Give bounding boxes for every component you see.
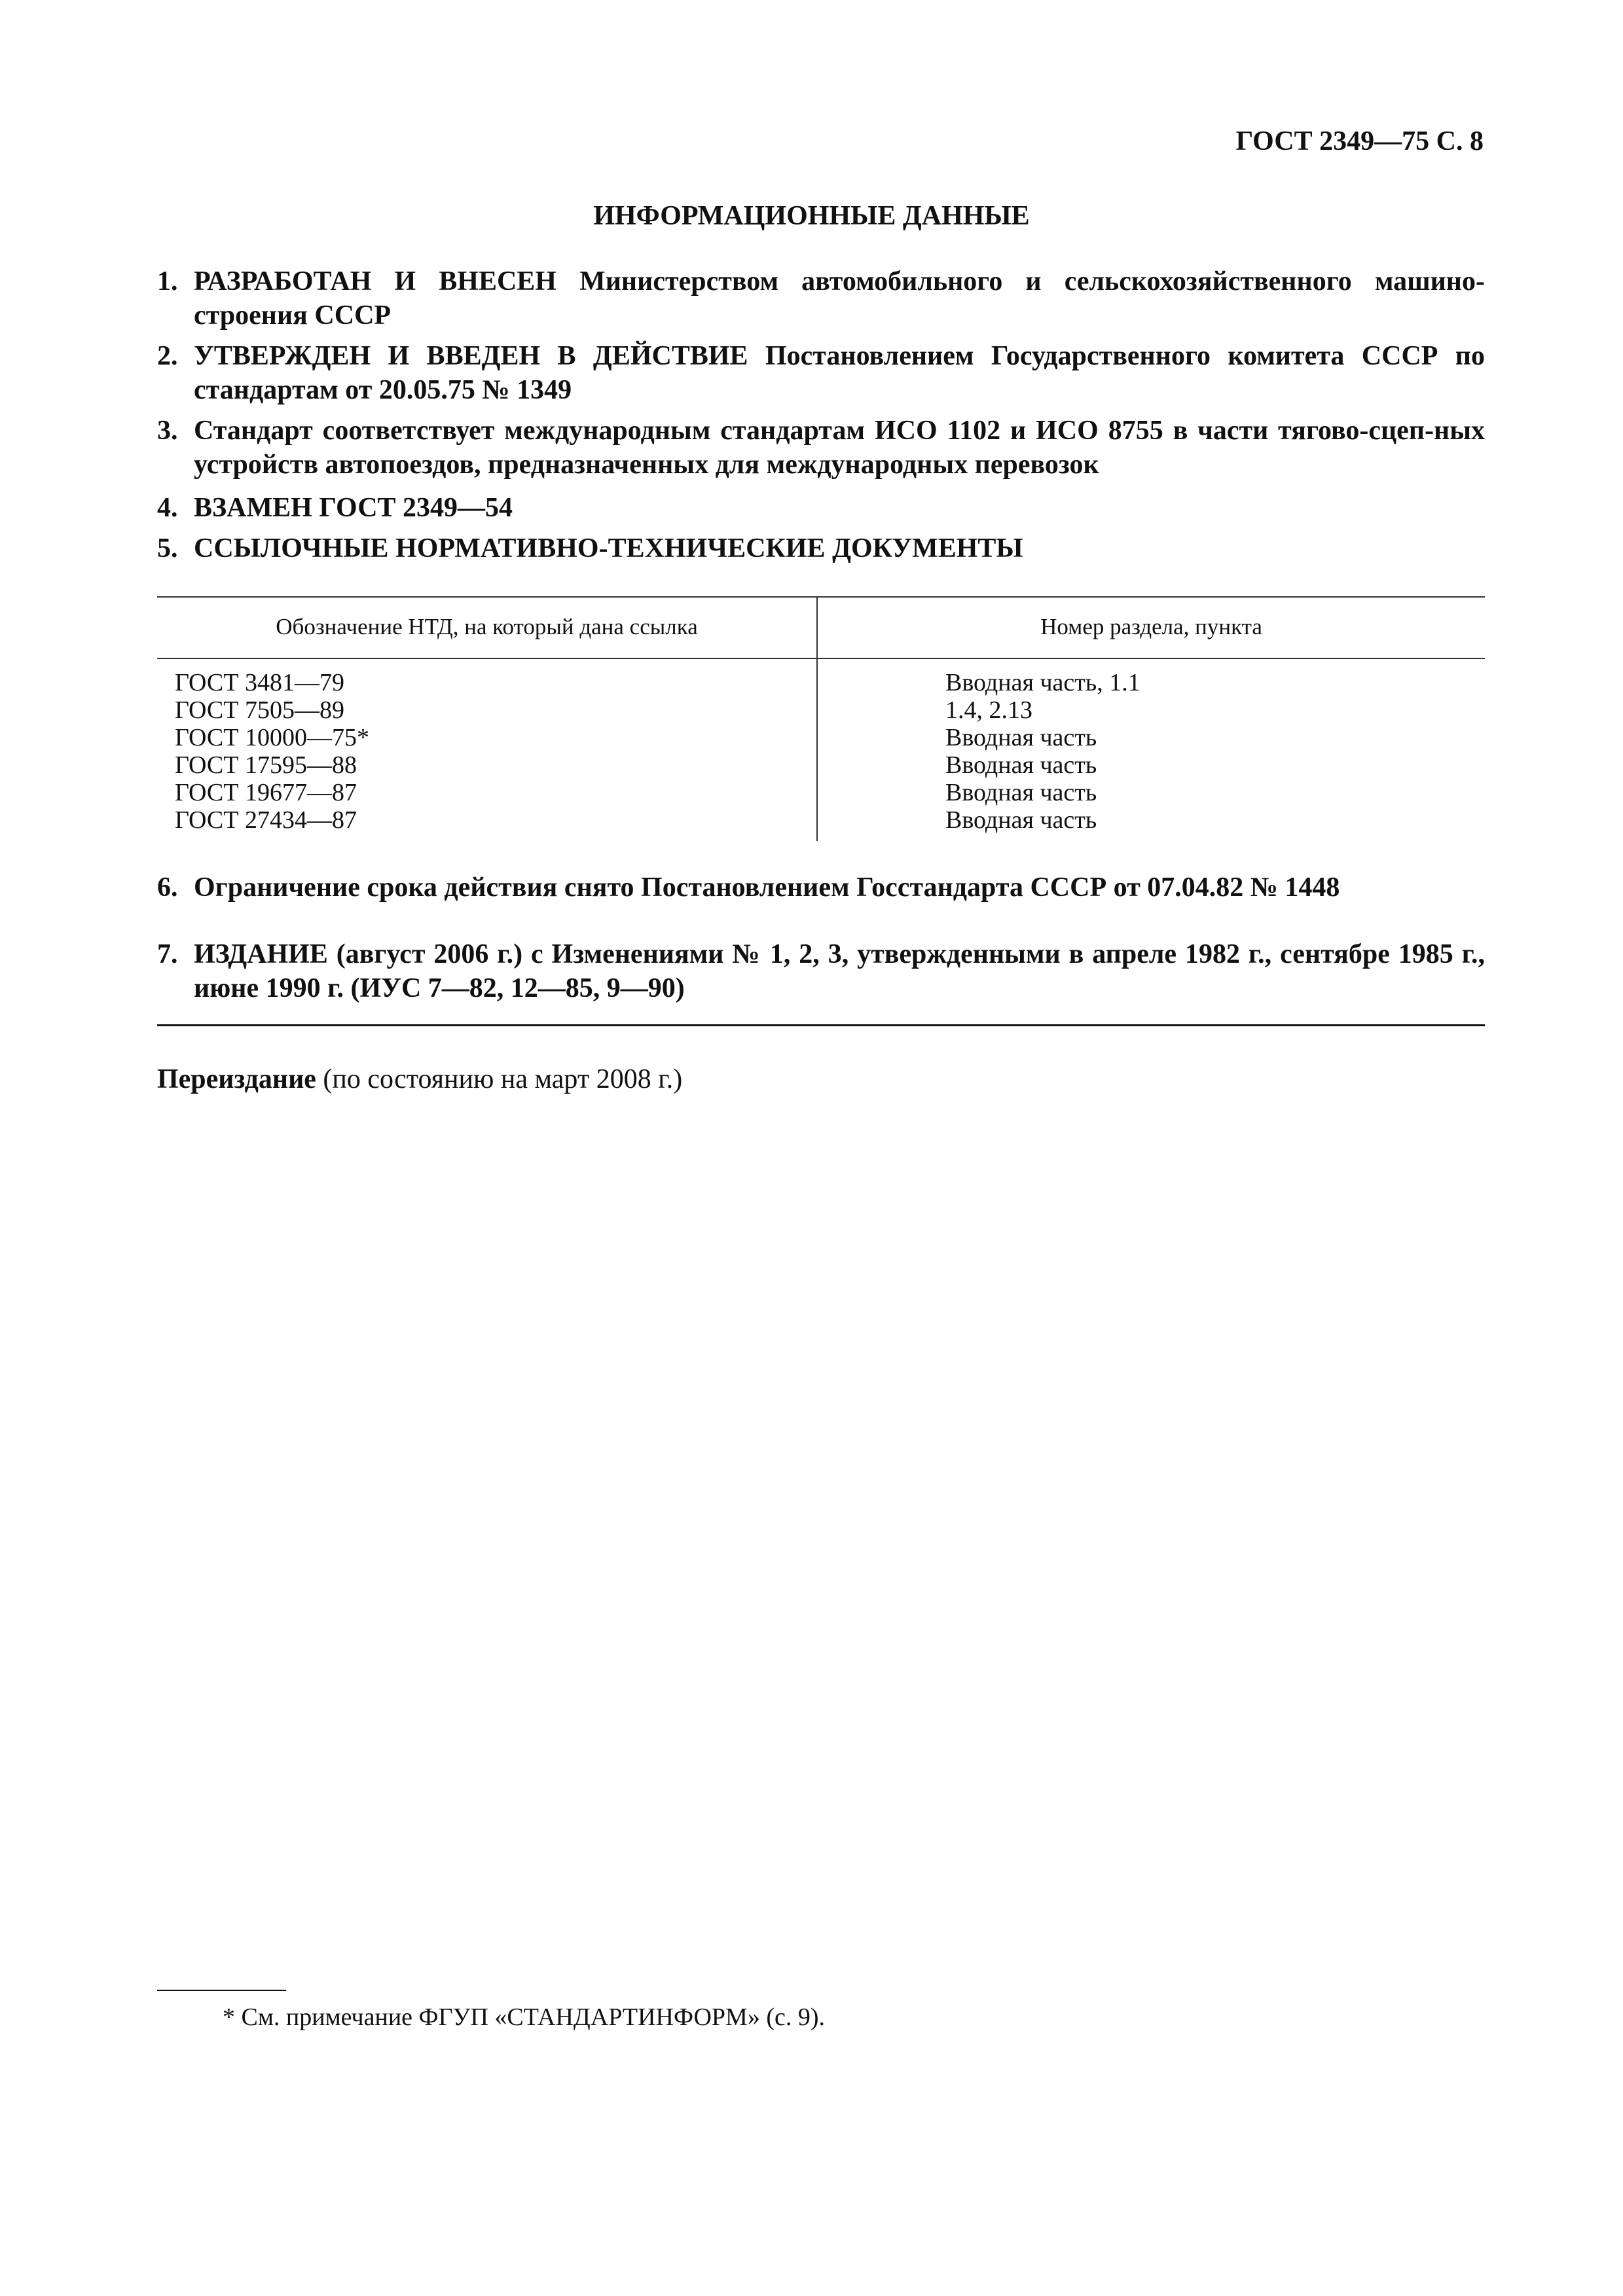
item-text bbox=[194, 531, 1485, 565]
reissue-text: (по состоянию на март 2008 г.) bbox=[323, 1064, 683, 1094]
table-column-designation bbox=[175, 669, 369, 834]
item-text bbox=[194, 937, 1485, 1005]
item-body: Постановлением Государственного комитета СССР по стандартам от 20.05.75 № 1349 bbox=[194, 341, 1485, 405]
reissue-label: Переиздание bbox=[157, 1064, 316, 1094]
info-item-6 bbox=[157, 870, 1485, 905]
info-item-7 bbox=[157, 937, 1485, 1005]
item-number: 4. bbox=[157, 493, 178, 523]
table-cell-designation: ГОСТ 27434—87 bbox=[175, 806, 357, 834]
item-lead: ИЗДАНИЕ bbox=[194, 939, 328, 969]
table-cell-section: Вводная часть bbox=[945, 724, 1097, 751]
item-lead: РАЗРАБОТАН И ВНЕСЕН bbox=[194, 266, 556, 296]
table-cell-designation: ГОСТ 3481—79 bbox=[175, 669, 344, 696]
item-text bbox=[194, 264, 1485, 332]
page-title: ИНФОРМАЦИОННЫЕ ДАННЫЕ bbox=[593, 201, 1030, 231]
item-body: (август 2006 г.) с Изменениями № 1, 2, 3, утвержденными в апреле 1982 г., сентябре 1985 г., июне 1990 г. (ИУС 7—82, 12—85, 9—90) bbox=[194, 939, 1486, 1003]
item-number: 7. bbox=[157, 939, 178, 969]
table-column-section bbox=[945, 669, 1140, 834]
table-cell-designation: ГОСТ 19677—87 bbox=[175, 779, 357, 806]
document-reference-header: ГОСТ 2349—75 С. 8 bbox=[1235, 126, 1484, 156]
item-body: Министерством автомобильного и сельскохозяйственного машино-строения СССР bbox=[194, 266, 1485, 331]
table-header-section: Номер раздела, пункта bbox=[1040, 614, 1262, 639]
table-cell-section: 1.4, 2.13 bbox=[945, 696, 1032, 724]
section-divider bbox=[157, 1024, 1485, 1026]
item-number: 3. bbox=[157, 416, 178, 446]
info-item-2 bbox=[157, 339, 1485, 407]
item-body: Ограничение срока действия снято Постановлением Госстандарта СССР от 07.04.82 № 1448 bbox=[194, 872, 1340, 903]
item-number: 2. bbox=[157, 341, 178, 371]
item-lead: ССЫЛОЧНЫЕ НОРМАТИВНО-ТЕХНИЧЕСКИЕ ДОКУМЕНТЫ bbox=[194, 533, 1023, 564]
item-text bbox=[194, 414, 1485, 482]
table-cell-section: Вводная часть bbox=[945, 779, 1097, 806]
info-item-3 bbox=[157, 414, 1485, 482]
item-lead: ВЗАМЕН ГОСТ 2349—54 bbox=[194, 493, 513, 523]
info-item-5 bbox=[157, 531, 1485, 565]
footnote: * См. примечание ФГУП «СТАНДАРТИНФОРМ» (с. 9). bbox=[223, 2003, 826, 2031]
item-number: 1. bbox=[157, 266, 178, 296]
table-header-designation: Обозначение НТД, на который дана ссылка bbox=[276, 614, 698, 639]
item-text bbox=[194, 339, 1485, 407]
item-lead: УТВЕРЖДЕН И ВВЕДЕН В ДЕЙСТВИЕ bbox=[194, 341, 748, 371]
item-body: Стандарт соответствует международным стандартам ИСО 1102 и ИСО 8755 в части тягово-сцеп-ных устройств автопоездов, предназначенных для международных перевозок bbox=[194, 416, 1485, 480]
table-cell-designation: ГОСТ 17595—88 bbox=[175, 751, 357, 779]
info-item-4 bbox=[157, 491, 1485, 525]
table-cell-section: Вводная часть bbox=[945, 806, 1097, 834]
item-number: 5. bbox=[157, 533, 178, 564]
table-top-border bbox=[157, 596, 1485, 598]
table-cell-section: Вводная часть bbox=[945, 751, 1097, 779]
table-cell-designation: ГОСТ 10000—75* bbox=[175, 724, 369, 751]
info-item-1 bbox=[157, 264, 1485, 332]
table-cell-section: Вводная часть, 1.1 bbox=[945, 669, 1140, 696]
table-header-separator bbox=[157, 658, 1485, 659]
reissue-note bbox=[157, 1064, 682, 1095]
table-cell-designation: ГОСТ 7505—89 bbox=[175, 696, 344, 724]
item-text bbox=[194, 491, 1485, 525]
item-text bbox=[194, 870, 1485, 905]
footnote-divider bbox=[157, 1990, 286, 1991]
item-number: 6. bbox=[157, 872, 178, 903]
